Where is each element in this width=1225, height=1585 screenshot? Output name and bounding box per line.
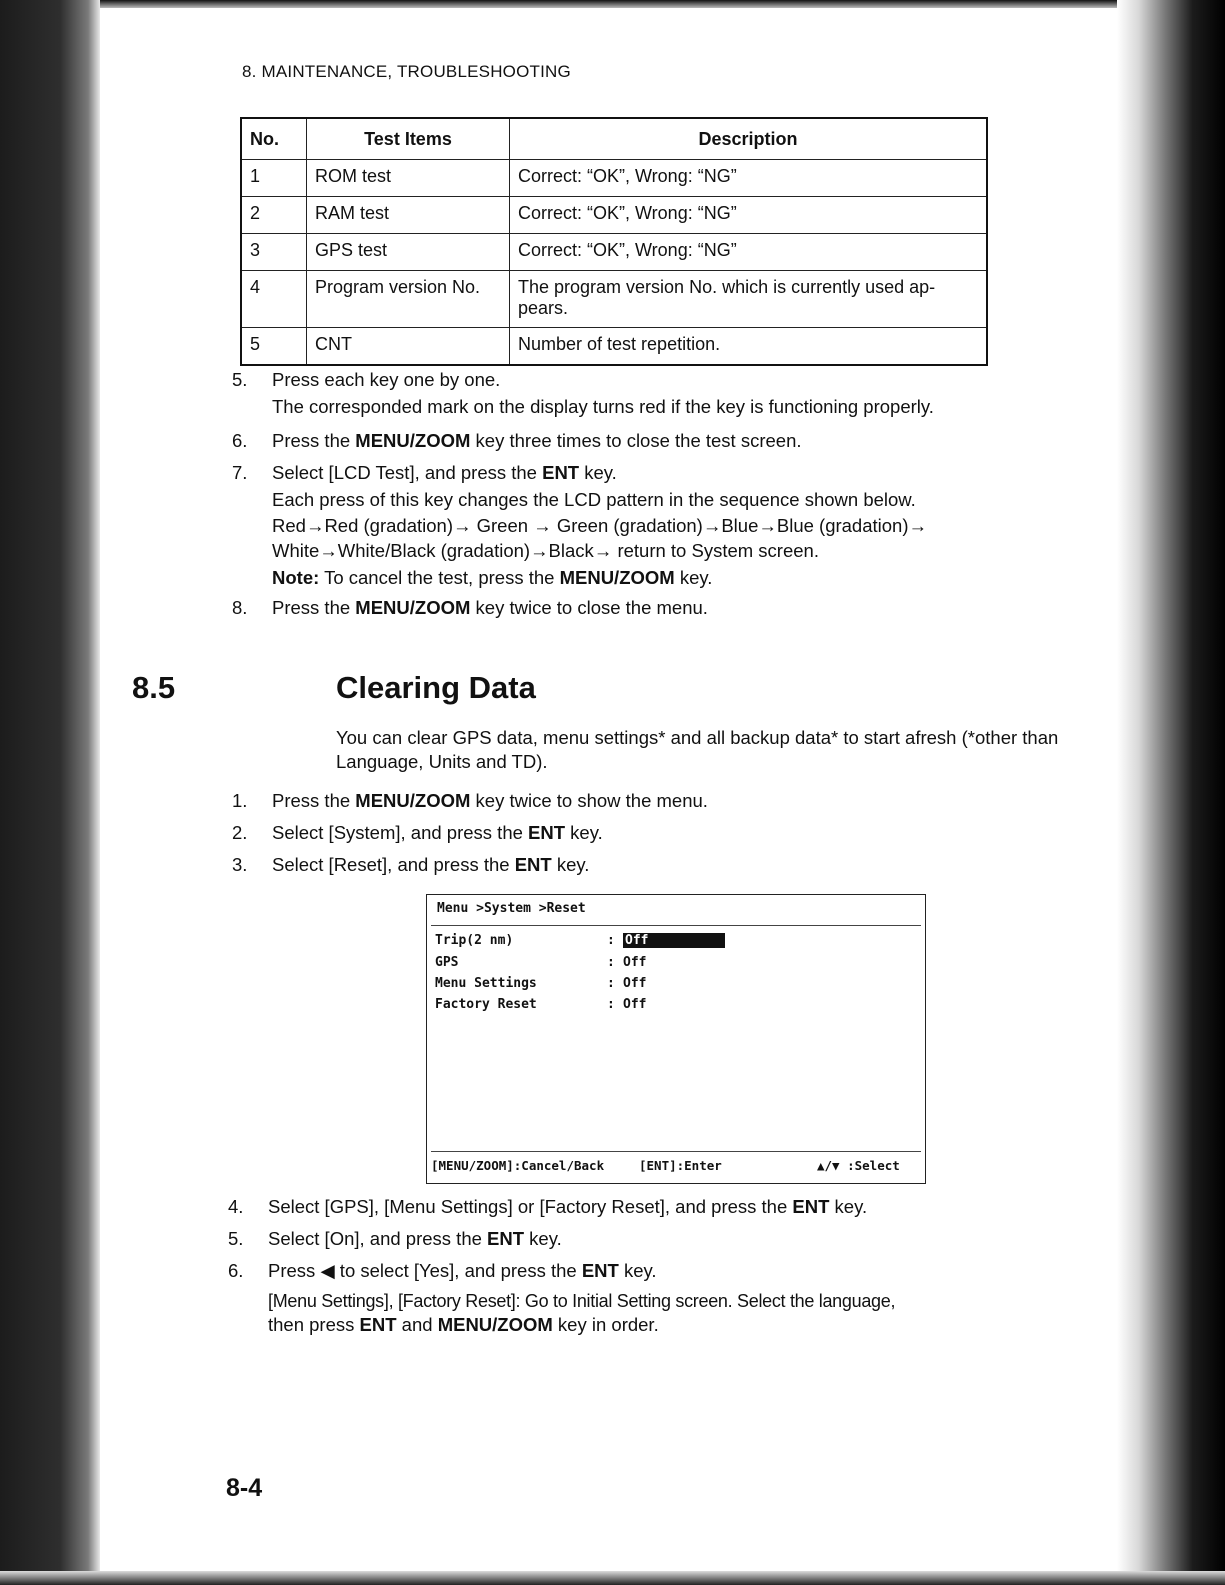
text-run: Select [On], and press the [268,1228,488,1249]
key-name: ENT [514,854,552,875]
footer-select-hint: ▲/▼ :Select [817,1158,900,1173]
cell-item: GPS test [307,234,510,271]
text-run: Press the [272,790,356,811]
step-text [272,853,589,877]
key-name: ENT [792,1196,830,1217]
step-text [268,1227,562,1251]
cell-desc-line2: pears. [518,298,569,318]
cell-no: 4 [241,271,307,328]
cell-desc: Correct: “OK”, Wrong: “NG” [510,234,988,271]
menu-item-gps[interactable]: GPS [435,955,459,970]
key-name: MENU/ZOOM [559,567,675,588]
table-row [241,160,987,197]
step-text [272,789,708,813]
cell-no: 3 [241,234,307,271]
text-run: key twice to close the menu. [470,597,708,618]
note-label: Note: [272,567,320,588]
step-number: 6. [232,430,248,451]
table-row [241,234,987,271]
step-number: 4. [228,1196,244,1217]
table-row [241,271,987,328]
table-row [241,197,987,234]
scan-top-shadow [0,0,1225,8]
step-number: 5. [232,369,248,390]
cell-desc-line1: The program version No. which is currently used ap- [518,277,936,297]
screen-divider [431,1151,921,1152]
value-trip-selected[interactable]: Off [623,933,725,948]
key-name: ENT [542,462,580,483]
section-intro: You can clear GPS data, menu settings* and all backup data* to start afresh (*other than Language, Units and TD). [336,727,1059,772]
text-run: Select [Reset], and press the [272,854,515,875]
text-run: key in order. [552,1314,659,1335]
note [272,566,712,590]
step-text: Press each key one by one. [272,369,501,390]
page-number: 8-4 [226,1474,263,1502]
step-number: 8. [232,597,248,618]
key-name: MENU/ZOOM [355,430,471,451]
footer-enter-hint: [ENT]:Enter [639,1158,722,1173]
footer-cancel-hint: [MENU/ZOOM]:Cancel/Back [431,1158,605,1173]
text-run: Select [GPS], [Menu Settings] or [Factory Reset], and press the [268,1196,793,1217]
text-run: key. [674,567,713,588]
step-text-cont: Red→Red (gradation)→ Green → Green (gradation)→Blue→Blue (gradation)→ [272,515,927,536]
key-name: MENU/ZOOM [355,597,471,618]
text-run: then press [268,1314,360,1335]
text-run: Press [268,1260,321,1281]
value-gps[interactable]: Off [623,955,647,970]
text-run: key twice to show the menu. [470,790,708,811]
menu-item-trip[interactable]: Trip(2 nm) [435,933,514,948]
step-text [268,1195,867,1219]
cell-desc: Correct: “OK”, Wrong: “NG” [510,160,988,197]
step-text [272,596,708,620]
key-name: ENT [359,1314,397,1335]
step-text-cont: White→White/Black (gradation)→Black→ return to System screen. [272,540,819,561]
step-text [272,461,617,485]
text-run: Select [LCD Test], and press the [272,462,543,483]
step-number: 1. [232,790,248,811]
text-run: key. [618,1260,657,1281]
step-number: 7. [232,462,248,483]
screen-breadcrumb: Menu >System >Reset [437,901,586,916]
text-run: key. [551,854,590,875]
text-run: and [396,1314,438,1335]
cell-item: CNT [307,328,510,366]
key-name: MENU/ZOOM [437,1314,553,1335]
header-test-items: Test Items [307,118,510,160]
key-name: ENT [581,1260,619,1281]
text-run: To cancel the test, press the [319,567,560,588]
cell-item: Program version No. [307,271,510,328]
text-run: key. [565,822,603,843]
cell-desc: Number of test repetition. [510,328,988,366]
separator: : [607,976,615,991]
key-name: ENT [528,822,566,843]
cell-desc [510,271,988,328]
scan-right-shadow [1117,0,1225,1585]
step-number: 3. [232,854,248,875]
header-no: No. [241,118,307,160]
menu-item-factory-reset[interactable]: Factory Reset [435,997,537,1012]
text-run: to select [Yes], and press the [334,1260,582,1281]
test-items-table [240,117,988,366]
separator: : [607,997,615,1012]
scan-bottom-shadow [0,1571,1225,1585]
running-head: 8. MAINTENANCE, TROUBLESHOOTING [242,62,571,81]
cell-no: 1 [241,160,307,197]
value-factory-reset[interactable]: Off [623,997,647,1012]
screen-divider [431,925,921,926]
key-name: MENU/ZOOM [355,790,471,811]
text-run: key. [524,1228,562,1249]
step-text-cont: [Menu Settings], [Factory Reset]: Go to Initial Setting screen. Select the language, [268,1291,896,1311]
step-number: 5. [228,1228,244,1249]
step-text-cont [268,1313,659,1337]
value-menu-settings[interactable]: Off [623,976,647,991]
table-header-row [241,118,987,160]
step-text-cont: The corresponded mark on the display turns red if the key is functioning properly. [272,396,934,417]
cell-no: 2 [241,197,307,234]
step-text [272,429,802,453]
text-run: Press the [272,597,356,618]
cell-item: ROM test [307,160,510,197]
step-text [268,1259,657,1283]
cell-no: 5 [241,328,307,366]
text-run: key. [579,462,617,483]
table-row [241,328,987,366]
text-run: Press the [272,430,356,451]
text-run: key three times to close the test screen. [470,430,802,451]
step-number: 2. [232,822,248,843]
scan-left-shadow [0,0,100,1585]
cell-item: RAM test [307,197,510,234]
text-run: Select [System], and press the [272,822,529,843]
text-run: key. [829,1196,868,1217]
header-description: Description [510,118,988,160]
key-name: ENT [487,1228,525,1249]
menu-item-menu-settings[interactable]: Menu Settings [435,976,537,991]
cell-desc: Correct: “OK”, Wrong: “NG” [510,197,988,234]
step-text [272,821,603,845]
lcd-reset-screen [426,894,926,1184]
left-arrow-icon: ◀ [320,1260,335,1281]
step-number: 6. [228,1260,244,1281]
section-number: 8.5 [132,670,176,705]
separator: : [607,933,615,948]
separator: : [607,955,615,970]
section-title: Clearing Data [336,670,536,705]
step-text-cont: Each press of this key changes the LCD pattern in the sequence shown below. [272,489,916,510]
